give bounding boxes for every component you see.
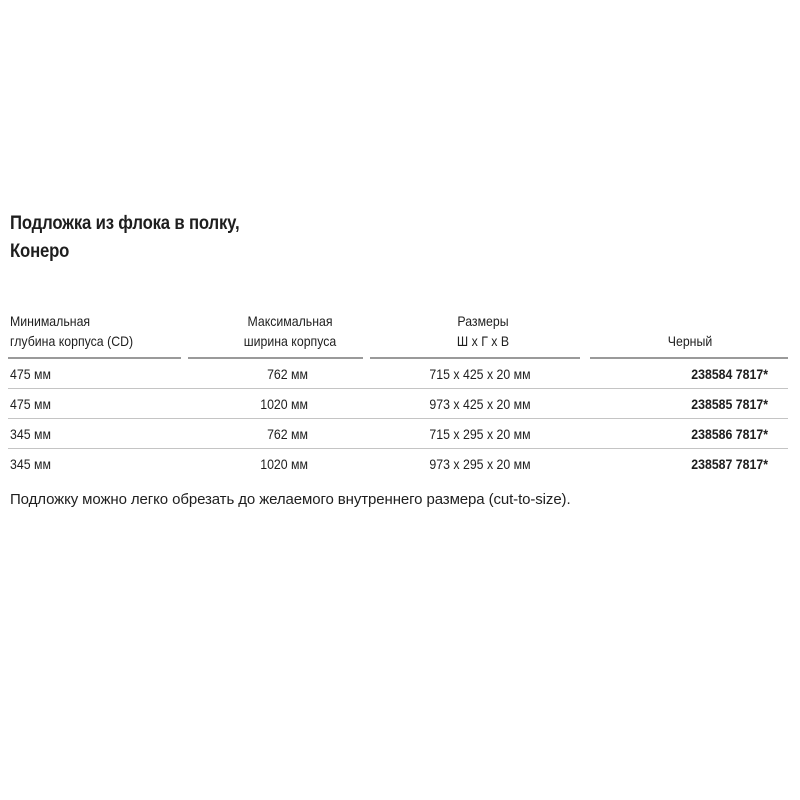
cell-dimensions: 715 x 425 x 20 мм (429, 366, 531, 382)
table-row (8, 389, 788, 419)
cell-min-depth: 475 мм (10, 366, 51, 382)
cell-dimensions: 715 x 295 x 20 мм (429, 426, 531, 442)
cell-min-depth: 475 мм (10, 396, 51, 412)
header-dimensions (408, 311, 558, 351)
table-row (8, 359, 788, 389)
header-black-label: Черный (667, 333, 713, 349)
table-row (8, 419, 788, 449)
header-min-depth-line1: Минимальная (10, 313, 91, 329)
header-black (620, 331, 761, 351)
table-row (8, 449, 788, 478)
title-line-1: Подложка из флока в полку, (10, 213, 240, 234)
cell-article-number: 238586 7817* (691, 426, 768, 442)
header-dimensions-line1: Размеры (457, 313, 509, 329)
cell-max-width: 1020 мм (260, 396, 308, 412)
header-min-depth (10, 311, 133, 351)
cell-article-number: 238585 7817* (691, 396, 768, 412)
product-title (10, 210, 239, 266)
title-line-2: Конеро (10, 241, 70, 262)
header-min-depth-line2: глубина корпуса (CD) (10, 333, 134, 349)
cell-article-number: 238587 7817* (691, 456, 768, 472)
cell-dimensions: 973 x 295 x 20 мм (429, 456, 531, 472)
footnote: Подложку можно легко обрезать до желаемого внутреннего размера (cut-to-size). (10, 491, 571, 508)
specs-table (0, 297, 790, 478)
cell-max-width: 762 мм (267, 426, 308, 442)
cell-min-depth: 345 мм (10, 456, 51, 472)
cell-dimensions: 973 x 425 x 20 мм (429, 396, 531, 412)
header-max-width-line1: Максимальная (247, 313, 333, 329)
header-max-width-line2: ширина корпуса (243, 333, 337, 349)
table-body (0, 357, 790, 478)
header-max-width (233, 311, 347, 351)
cell-max-width: 762 мм (267, 366, 308, 382)
table-header (0, 297, 790, 357)
header-dimensions-line2: Ш x Г x В (456, 333, 510, 349)
cell-max-width: 1020 мм (260, 456, 308, 472)
cell-min-depth: 345 мм (10, 426, 51, 442)
cell-article-number: 238584 7817* (691, 366, 768, 382)
